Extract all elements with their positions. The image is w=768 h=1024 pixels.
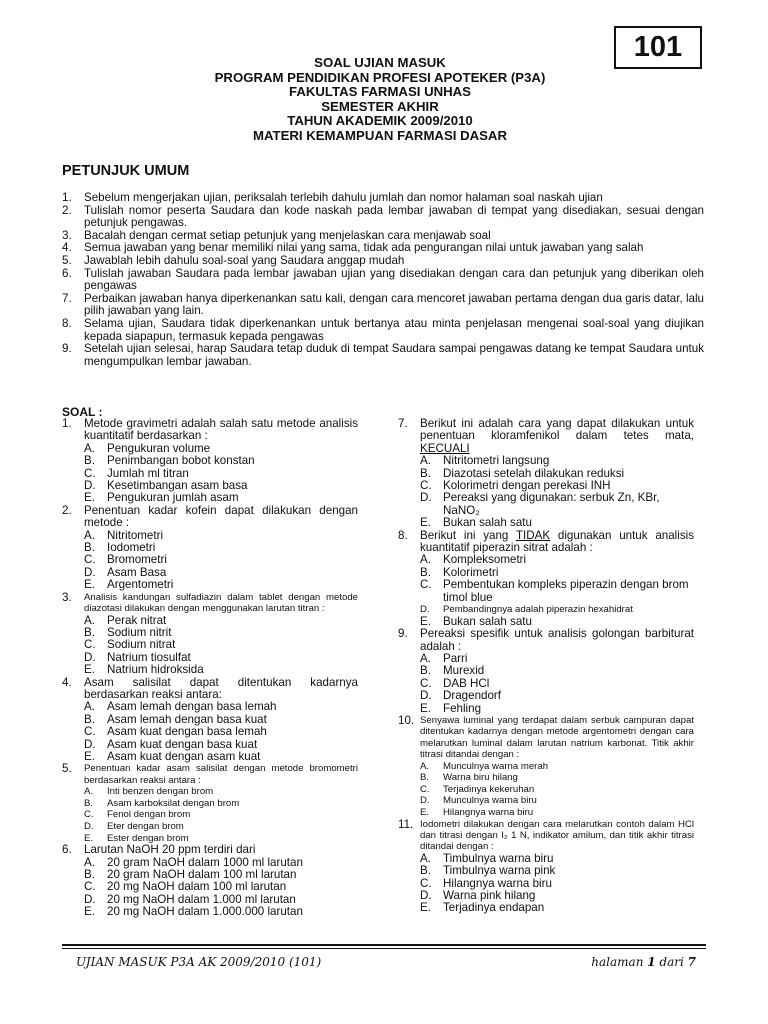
answer-option: E. Bukan salah satu <box>420 614 532 628</box>
footer-divider <box>62 944 706 946</box>
answer-option: B. Penimbangan bobot konstan <box>84 454 255 468</box>
answer-option: A. Nitritometri <box>84 528 164 542</box>
answer-option: E. Fehling <box>420 701 482 715</box>
answer-option: C. Bromometri <box>84 553 167 567</box>
answer-option: B. Kolorimetri <box>420 565 499 579</box>
footer-divider <box>62 948 706 949</box>
answer-option: C. Jumlah ml titran <box>84 466 189 480</box>
answer-option: C. Hilangnya warna biru <box>420 876 552 890</box>
answer-option: C. Fenol dengan brom <box>84 809 191 821</box>
answer-option: B. Timbulnya warna pink <box>420 864 556 878</box>
header-line: SEMESTER AKHIR <box>321 98 439 114</box>
question-10: 10. Senyawa luminal yang terdapat dalam serbuk campuran dapat ditentukan kadarnya dengan metode argentometri dengan cara melarutkan luminal dalam larutan natrium karbonat. Titik akhir titrasi ditandai dengan : <box>398 713 694 761</box>
instruction-item: 6. Tulislah jawaban Saudara pada lembar jawaban ujian yang disediakan dengan cara dan petunjuk yang diberikan oleh pengawas <box>62 266 704 293</box>
answer-option: B. 20 gram NaOH dalam 100 ml larutan <box>84 867 297 881</box>
answer-option: E. Bukan salah satu <box>420 516 532 530</box>
header-line: FAKULTAS FARMASI UNHAS <box>289 84 471 100</box>
answer-option: D. Natrium tiosulfat <box>84 650 191 664</box>
answer-option: E. Ester dengan brom <box>84 832 189 844</box>
header-line: MATERI KEMAMPUAN FARMASI DASAR <box>253 127 507 143</box>
answer-option: B. Asam karboksilat dengan brom <box>84 797 240 809</box>
exam-code-box: 101 <box>614 26 702 69</box>
answer-option: C. Pembentukan kompleks piperazin dengan brom timol blue <box>420 578 689 604</box>
emphasis-tidak: TIDAK <box>515 528 551 542</box>
answer-option: E. Asam kuat dengan asam kuat <box>84 749 261 763</box>
questions-title: SOAL : <box>62 405 103 419</box>
instructions-list <box>62 192 704 368</box>
answer-option: B. Iodometri <box>84 541 156 555</box>
emphasis-kecuali: KECUALI <box>420 441 470 455</box>
question-1: 1. Metode gravimetri adalah salah satu metode analisis kuantitatif berdasarkan : <box>62 417 358 443</box>
question-4: 4. Asam salisilat dapat ditentukan kadarnya berdasarkan reaksi antara: <box>62 675 358 701</box>
answer-option: B. Asam lemah dengan basa kuat <box>84 712 267 726</box>
instruction-item: 2. Tulislah nomor peserta Saudara dan kode naskah pada lembar jawaban di tempat yang disediakan, sesuai dengan petunjuk pengawas. <box>62 203 704 230</box>
instruction-item: 3. Bacalah dengan cermat setiap petunjuk yang menjelaskan cara menjawab soal <box>62 228 491 242</box>
exam-header <box>100 56 660 144</box>
question-11: 11. Iodometri dilakukan dengan cara melarutkan contoh dalam HCl dan titrasi dengan I₂ 1 N, indikator amilum, dan titik akhir titrasi ditandai dengan : <box>398 817 694 853</box>
answer-option: A. Perak nitrat <box>84 613 167 627</box>
answer-option: E. Pengukuran jumlah asam <box>84 491 239 505</box>
answer-option: E. Argentometri <box>84 578 174 592</box>
answer-option: D. Asam Basa <box>84 565 167 579</box>
question-8: 8. Berikut ini yang TIDAK digunakan untuk analisis kuantitatif piperazin sitrat adalah : <box>398 528 695 555</box>
answer-option: A. Parri <box>420 651 468 665</box>
answer-option: E. 20 mg NaOH dalam 1.000.000 larutan <box>84 905 303 919</box>
answer-option: D. Munculnya warna biru <box>420 795 537 807</box>
answer-option: A. Kompleksometri <box>420 553 527 567</box>
answer-option: C. Kolorimetri dengan perekasi INH <box>420 479 611 493</box>
header-line: TAHUN AKADEMIK 2009/2010 <box>287 113 473 129</box>
answer-option: A. Munculnya warna merah <box>420 760 549 772</box>
question-6: 6. Larutan NaOH 20 ppm terdiri dari <box>62 843 256 857</box>
footer-page-number: halaman 1 dari 7 <box>591 955 696 969</box>
question-5: 5. Penentuan kadar asam salisilat dengan metode bromometri berdasarkan reaksi antara : <box>62 762 358 786</box>
answer-option: A. Asam lemah dengan basa lemah <box>84 700 277 714</box>
question-7: 7. Berikut ini adalah cara yang dapat dilakukan untuk penentuan kloramfenikol dalam tetes mata, KECUALI <box>398 417 694 455</box>
answer-option: A. 20 gram NaOH dalam 1000 ml larutan <box>84 855 303 869</box>
answer-option: B. Sodium nitrit <box>84 625 172 639</box>
answer-option: D. Eter dengan brom <box>84 820 184 832</box>
instruction-item: 4. Semua jawaban yang benar memiliki nilai yang sama, tidak ada pengurangan nilai untuk jawaban yang salah <box>62 241 644 255</box>
answer-option: D. Pereaksi yang digunakan: serbuk Zn, KBr, NaNO₂ <box>420 491 660 517</box>
questions-column-left <box>62 418 358 919</box>
answer-option: B. Murexid <box>420 664 485 678</box>
answer-option: E. Natrium hidroksida <box>84 663 204 677</box>
answer-option: E. Hilangnya warna biru <box>420 806 534 818</box>
footer-exam-label: UJIAN MASUK P3A AK 2009/2010 (101) <box>76 955 322 969</box>
answer-option: C. Sodium nitrat <box>84 638 176 652</box>
answer-option: A. Pengukuran volume <box>84 441 211 455</box>
question-3: 3. Analisis kandungan sulfadiazin dalam tablet dengan metode diazotasi dilakukan dengan menggunakan larutan titran : <box>62 590 358 615</box>
answer-option: D. Kesetimbangan asam basa <box>84 479 248 493</box>
answer-option: D. 20 mg NaOH dalam 1.000 ml larutan <box>84 892 296 906</box>
questions-column-right <box>398 418 694 915</box>
answer-option: C. DAB HCl <box>420 676 490 690</box>
answer-option: C. 20 mg NaOH dalam 100 ml larutan <box>84 880 287 894</box>
answer-option: A. Inti benzen dengan brom <box>84 786 214 798</box>
instruction-item: 7. Perbaikan jawaban hanya diperkenankan satu kali, dengan cara mencoret jawaban pertama dengan dua garis datar, lalu pilih jawaban yang lain. <box>62 291 704 318</box>
answer-option: D. Warna pink hilang <box>420 888 536 902</box>
answer-option: D. Asam kuat dengan basa kuat <box>84 737 258 751</box>
answer-option: B. Diazotasi setelah dilakukan reduksi <box>420 466 625 480</box>
answer-option: C. Terjadinya kekeruhan <box>420 783 535 795</box>
answer-option: B. Warna biru hilang <box>420 772 518 784</box>
instruction-item: 9. Setelah ujian selesai, harap Saudara tetap duduk di tempat Saudara sampai pengawas datang ke tempat Saudara untuk mengumpulkan lembar jawaban. <box>62 342 704 368</box>
instruction-item: 1. Sebelum mengerjakan ujian, periksalah terlebih dahulu jumlah dan nomor halaman soal naskah ujian <box>62 191 603 204</box>
answer-option: C. Asam kuat dengan basa lemah <box>84 725 267 739</box>
header-line: PROGRAM PENDIDIKAN PROFESI APOTEKER (P3A) <box>214 69 546 85</box>
answer-option: A. Nitritometri langsung <box>420 454 550 468</box>
instruction-item: 5. Jawablah lebih dahulu soal-soal yang Saudara anggap mudah <box>62 253 405 267</box>
answer-option: A. Timbulnya warna biru <box>420 851 554 865</box>
answer-option: D. Dragendorf <box>420 689 502 703</box>
header-line: SOAL UJIAN MASUK <box>314 55 446 70</box>
instructions-title: PETUNJUK UMUM <box>62 163 190 179</box>
instruction-item: 8. Selama ujian, Saudara tidak diperkenankan untuk bertanya atau minta penjelasan mengenai soal-soal yang diujikan kepada siapapun, termasuk kepada pengawas <box>62 316 704 343</box>
question-2: 2. Penentuan kadar kofein dapat dilakukan dengan metode : <box>62 503 358 530</box>
answer-option: E. Terjadinya endapan <box>420 901 545 915</box>
answer-option: D. Pembandingnya adalah piperazin hexahidrat <box>420 604 633 616</box>
question-9: 9. Pereaksi spesifik untuk analisis golongan barbiturat adalah : <box>398 627 694 653</box>
